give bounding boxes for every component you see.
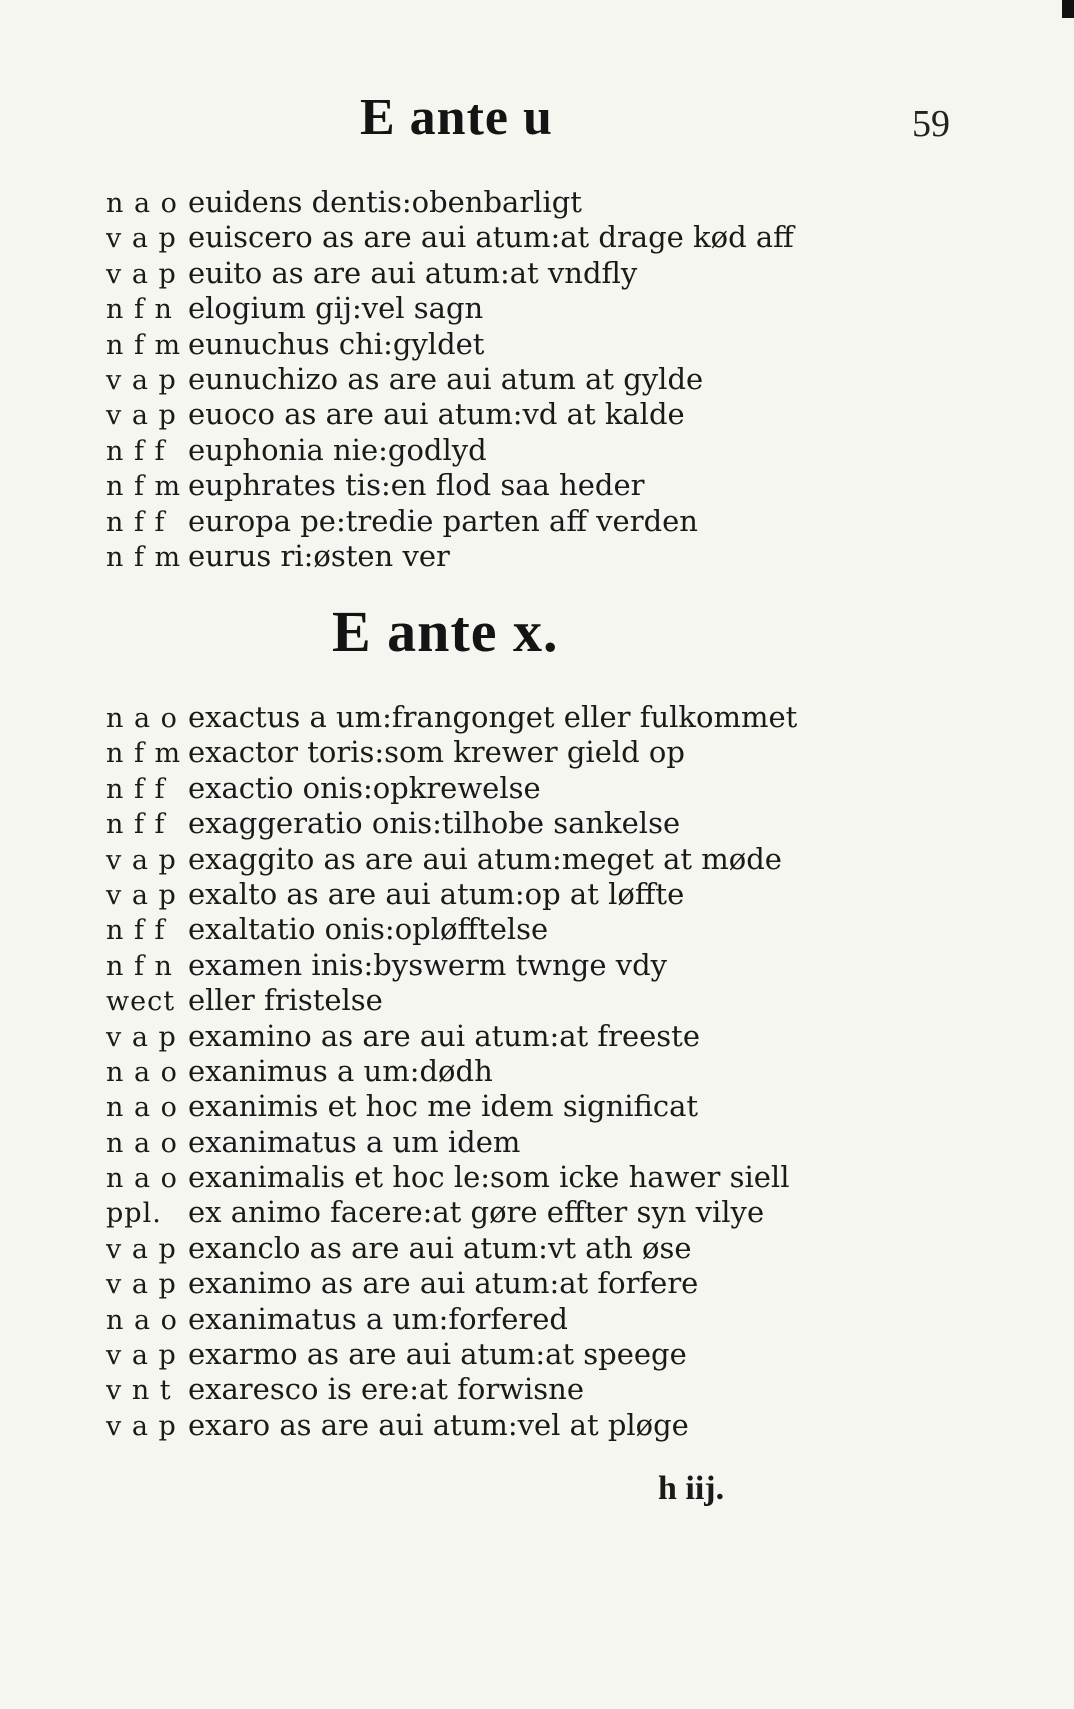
dictionary-entry <box>106 1372 1006 1407</box>
dictionary-entry <box>106 185 1006 220</box>
dictionary-entry <box>106 1054 1006 1089</box>
section-heading-e-ante-u: E ante u <box>360 89 553 146</box>
grammar-code: n f m <box>106 329 182 361</box>
grammar-code: ppl. <box>106 1198 162 1230</box>
entry-text: exalto as are aui atum:op at løffte <box>188 876 685 911</box>
entry-text: examino as are aui atum:at freeste <box>188 1018 700 1053</box>
dictionary-entry <box>106 771 1006 806</box>
grammar-code: v n t <box>106 1375 172 1407</box>
dictionary-entry <box>106 539 1006 574</box>
grammar-code: v a p <box>106 844 177 876</box>
grammar-code: v a p <box>106 364 177 396</box>
grammar-code: n f f <box>106 435 166 467</box>
dictionary-entry <box>106 1231 1006 1266</box>
dictionary-entry <box>106 912 1006 947</box>
entry-text: exaggito as are aui atum:meget at møde <box>188 841 782 876</box>
dictionary-entry <box>106 362 1006 397</box>
dictionary-entry <box>106 220 1006 255</box>
grammar-code: n a o <box>106 1163 178 1195</box>
grammar-code: n f n <box>106 950 173 982</box>
grammar-code: v a p <box>106 1269 177 1301</box>
dictionary-entry <box>106 1125 1006 1160</box>
dictionary-entry <box>106 1160 1006 1195</box>
dictionary-entry <box>106 806 1006 841</box>
entry-text: exarmo as are aui atum:at speege <box>188 1337 687 1372</box>
grammar-code: n a o <box>106 1127 178 1159</box>
dictionary-entry <box>106 877 1006 912</box>
entry-text: exactio onis:opkrewelse <box>188 770 541 805</box>
grammar-code: n f n <box>106 294 173 326</box>
grammar-code: n f m <box>106 471 182 503</box>
grammar-code: n a o <box>106 703 178 734</box>
dictionary-entry <box>106 1019 1006 1054</box>
entry-text: exanimo as are aui atum:at forfere <box>188 1266 699 1301</box>
grammar-code: n f f <box>106 773 166 805</box>
grammar-code: n a o <box>106 1056 178 1088</box>
dictionary-entry <box>106 327 1006 362</box>
dictionary-entry <box>106 1266 1006 1301</box>
entry-text: exaro as are aui atum:vel at pløge <box>188 1407 689 1442</box>
dictionary-entry <box>106 1337 1006 1372</box>
catchword: h iij. <box>658 1470 725 1507</box>
page-number: 59 <box>912 103 950 145</box>
dictionary-entry <box>106 397 1006 432</box>
entry-text: elogium gij:vel sagn <box>188 291 484 326</box>
dictionary-entry <box>106 433 1006 468</box>
dictionary-entry <box>106 504 1006 539</box>
dictionary-entry <box>106 948 1006 983</box>
entry-text: euito as are aui atum:at vndfly <box>188 255 638 290</box>
entry-text: europa pe:tredie parten aff verden <box>188 503 698 538</box>
scan-edge-mark <box>1062 0 1074 18</box>
entry-text: exanimatus a um idem <box>188 1124 521 1159</box>
entry-text: ex animo facere:at gøre effter syn vilye <box>188 1195 765 1230</box>
grammar-code: n a o <box>106 1304 178 1336</box>
dictionary-entry <box>106 842 1006 877</box>
grammar-code: wect <box>106 986 176 1018</box>
entry-text: eurus ri:østen ver <box>188 538 450 573</box>
grammar-code: v a p <box>106 1410 177 1442</box>
grammar-code: n f m <box>106 738 182 770</box>
entry-text: exanclo as are aui atum:vt ath øse <box>188 1230 692 1265</box>
grammar-code: v a p <box>106 1340 177 1372</box>
entry-text: exaresco is ere:at forwisne <box>188 1372 585 1407</box>
entry-text: euiscero as are aui atum:at drage kød aff <box>188 220 794 255</box>
entry-text: exanimalis et hoc le:som icke hawer siell <box>188 1160 790 1195</box>
dictionary-entry <box>106 983 1006 1018</box>
entry-text: exanimatus a um:forfered <box>188 1301 568 1336</box>
grammar-code: n a o <box>106 1092 178 1124</box>
dictionary-entry <box>106 256 1006 291</box>
entry-text: euphrates tis:en flod saa heder <box>188 468 645 503</box>
entry-text: examen inis:byswerm twnge vdy <box>188 947 668 982</box>
grammar-code: v a p <box>106 258 177 290</box>
dictionary-entry <box>106 468 1006 503</box>
dictionary-entry <box>106 700 1006 735</box>
entry-text: eunuchus chi:gyldet <box>188 326 485 361</box>
entry-list-e-ante-x <box>106 700 1006 1443</box>
entry-text: euphonia nie:godlyd <box>188 432 487 467</box>
grammar-code: v a p <box>106 223 177 255</box>
grammar-code: v a p <box>106 879 177 911</box>
grammar-code: n a o <box>106 188 178 219</box>
entry-text: exactor toris:som krewer gield op <box>188 735 685 770</box>
dictionary-entry <box>106 1195 1006 1230</box>
grammar-code: n f f <box>106 915 166 947</box>
dictionary-entry <box>106 291 1006 326</box>
entry-text: exaltatio onis:opløfftelse <box>188 912 549 947</box>
entry-list-e-ante-u <box>106 185 1006 574</box>
dictionary-entry <box>106 1408 1006 1443</box>
section-heading-e-ante-x: E ante x. <box>332 599 559 664</box>
entry-text: exanimis et hoc me idem significat <box>188 1089 699 1124</box>
grammar-code: n f f <box>106 809 166 841</box>
grammar-code: v a p <box>106 400 177 432</box>
entry-text: exanimus a um:dødh <box>188 1053 493 1088</box>
entry-text: eunuchizo as are aui atum at gylde <box>188 361 704 396</box>
dictionary-entry <box>106 1089 1006 1124</box>
grammar-code: v a p <box>106 1233 177 1265</box>
entry-text: euoco as are aui atum:vd at kalde <box>188 397 685 432</box>
dictionary-entry <box>106 735 1006 770</box>
entry-text: exaggeratio onis:tilhobe sankelse <box>188 806 681 841</box>
grammar-code: v a p <box>106 1021 177 1053</box>
entry-text: exactus a um:frangonget eller fulkommet <box>188 700 798 734</box>
entry-text: euidens dentis:obenbarligt <box>188 185 582 219</box>
dictionary-entry <box>106 1302 1006 1337</box>
entry-text: eller fristelse <box>188 983 383 1018</box>
grammar-code: n f f <box>106 506 166 538</box>
grammar-code: n f m <box>106 541 182 573</box>
